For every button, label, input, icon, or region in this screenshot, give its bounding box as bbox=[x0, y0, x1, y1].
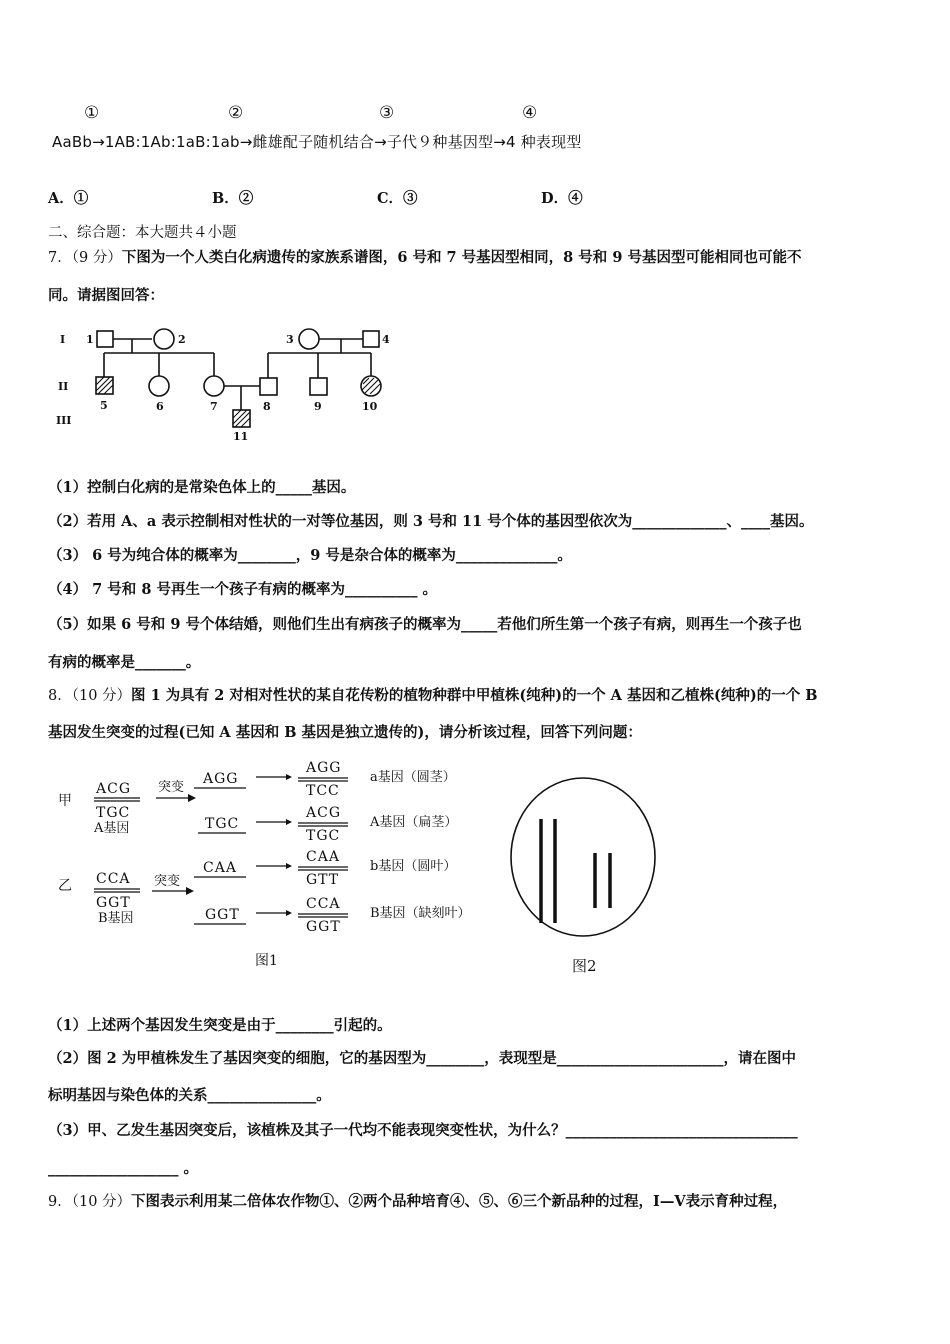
q7-sub3: （3） 6 号为纯合体的概率为________，9 号是杂合体的概率为______________。 bbox=[48, 547, 572, 564]
q9-stem-text: 下图表示利用某二倍体农作物①、②两个品种培育④、⑤、⑥三个新品种的过程，Ⅰ—Ⅴ表示育种过程， bbox=[131, 1193, 788, 1210]
id-6: 6 bbox=[156, 400, 164, 413]
r2-bottom: TGC bbox=[306, 828, 341, 844]
r2-single: TGC bbox=[205, 816, 240, 832]
r1-label: a基因（圆茎） bbox=[370, 770, 456, 785]
r2-label: A基因（扁茎） bbox=[370, 815, 458, 830]
q7-number: 7． bbox=[48, 250, 72, 266]
q7-sub4: （4） 7 号和 8 号再生一个孩子有病的概率为__________ 。 bbox=[48, 581, 438, 598]
b-gene-top: CCA bbox=[96, 871, 131, 887]
q8-stem-line2: 基因发生突变的过程(已知 A 基因和 B 基因是独立遗传的)，请分析该过程，回答下列问题： bbox=[48, 724, 642, 741]
r3-single: CAA bbox=[203, 860, 237, 876]
q7-sub2: （2）若用 A、a 表示控制相对性状的一对等位基因，则 3 号和 11 号个体的基因型依次为_____________、____基因。 bbox=[48, 513, 814, 530]
marker-2: ② bbox=[228, 103, 244, 123]
individual-9 bbox=[310, 378, 327, 395]
mutation-yi: 突变 bbox=[154, 874, 181, 889]
individual-2 bbox=[154, 329, 174, 349]
q7-score: （9 分） bbox=[71, 250, 122, 266]
individual-4 bbox=[363, 331, 379, 347]
id-11: 11 bbox=[233, 430, 249, 442]
q8-sub1: （1）上述两个基因发生突变是由于________引起的。 bbox=[48, 1017, 392, 1034]
figure-1-caption: 图1 bbox=[255, 953, 278, 969]
label-jia: 甲 bbox=[58, 793, 72, 809]
r4-bottom: GGT bbox=[306, 919, 341, 935]
individual-5 bbox=[96, 377, 113, 394]
individual-7 bbox=[204, 376, 224, 396]
a-gene-name: A基因 bbox=[94, 821, 130, 836]
figure-2 bbox=[505, 775, 665, 980]
q7-sub5-line2: 有病的概率是_______。 bbox=[48, 654, 201, 671]
b-gene-bottom: GGT bbox=[96, 895, 131, 911]
b-gene-name: B基因 bbox=[98, 911, 134, 926]
option-d: D．④ bbox=[541, 190, 583, 207]
id-5: 5 bbox=[100, 399, 108, 412]
q9-stem bbox=[48, 1190, 787, 1211]
q7-stem-line1 bbox=[48, 246, 801, 267]
r3-label: b基因（圆叶） bbox=[370, 859, 457, 874]
id-3: 3 bbox=[286, 333, 294, 346]
r1-single: AGG bbox=[203, 771, 239, 787]
q7-sub1: （1）控制白化病的是常染色体上的_____基因。 bbox=[48, 479, 356, 496]
id-1: 1 bbox=[86, 333, 94, 346]
q7-stem1: 下图为一个人类白化病遗传的家族系谱图，6 号和 7 号基因型相同，8 号和 9 号基因型可能相同也可能不 bbox=[121, 249, 802, 266]
q8-stem-line1 bbox=[48, 684, 818, 705]
individual-3 bbox=[299, 329, 319, 349]
id-9: 9 bbox=[314, 400, 322, 413]
individual-11 bbox=[233, 410, 250, 427]
id-8: 8 bbox=[263, 400, 271, 413]
individual-1 bbox=[97, 331, 113, 347]
marker-4: ④ bbox=[522, 103, 538, 123]
marker-1: ① bbox=[84, 103, 100, 123]
r2-top: ACG bbox=[306, 805, 342, 821]
q8-sub3-line2: __________________ 。 bbox=[48, 1160, 199, 1177]
r1-top: AGG bbox=[306, 760, 342, 776]
id-7: 7 bbox=[210, 400, 218, 413]
q8-sub2-line2: 标明基因与染色体的关系_______________。 bbox=[48, 1087, 331, 1104]
q7-sub5-line1: （5）如果 6 号和 9 号个体结婚，则他们生出有病孩子的概率为_____若他们所生第一个孩子有病，则再生一个孩子也 bbox=[48, 616, 802, 633]
option-a: A．① bbox=[48, 190, 89, 207]
mutation-jia: 突变 bbox=[158, 780, 185, 795]
q9-number: 9． bbox=[48, 1194, 72, 1210]
q8-score: （10 分） bbox=[71, 688, 132, 704]
a-gene-bottom: TGC bbox=[96, 805, 131, 821]
individual-8 bbox=[260, 378, 277, 395]
r4-top: CCA bbox=[306, 896, 341, 912]
q8-number: 8． bbox=[48, 688, 72, 704]
section-heading: 二、综合题：本大题共４小题 bbox=[48, 225, 237, 241]
option-b: B．② bbox=[212, 190, 254, 207]
id-10: 10 bbox=[362, 400, 378, 413]
flow-text: AaBb→1AB:1Ab:1aB:1ab→雌雄配子随机结合→子代９种基因型→4 种表现型 bbox=[52, 133, 582, 151]
gen-label-3: III bbox=[56, 414, 72, 427]
gen-label-2: II bbox=[58, 380, 69, 393]
cell-outline bbox=[511, 778, 655, 936]
figure-1 bbox=[48, 750, 508, 980]
option-c: C．③ bbox=[377, 190, 418, 207]
q8-stem1: 图 1 为具有 2 对相对性状的某自花传粉的植物种群中甲植株(纯种)的一个 A 基因和乙植株(纯种)的一个 B bbox=[131, 687, 818, 704]
figure-2-caption: 图2 bbox=[572, 957, 597, 975]
id-2: 2 bbox=[178, 333, 186, 346]
q8-sub2-line1: （2）图 2 为甲植株发生了基因突变的细胞，它的基因型为________，表现型是_______________________，请在图中 bbox=[48, 1050, 797, 1067]
r4-single: GGT bbox=[205, 907, 240, 923]
a-gene-top: ACG bbox=[96, 781, 132, 797]
gen-label-1: I bbox=[60, 333, 66, 346]
individual-6 bbox=[149, 376, 169, 396]
q7-stem-line2: 同。请据图回答： bbox=[48, 287, 164, 304]
q9-score: （10 分） bbox=[71, 1194, 132, 1210]
id-4: 4 bbox=[382, 333, 390, 346]
r4-label: B基因（缺刻叶） bbox=[370, 906, 471, 921]
r3-top: CAA bbox=[306, 849, 340, 865]
marker-3: ③ bbox=[379, 103, 395, 123]
q8-sub3-line1: （3）甲、乙发生基因突变后，该植株及其子一代均不能表现突变性状，为什么？________________________________ bbox=[48, 1122, 798, 1139]
r3-bottom: GTT bbox=[306, 872, 340, 888]
pedigree-figure bbox=[48, 322, 398, 442]
r1-bottom: TCC bbox=[306, 783, 340, 799]
label-yi: 乙 bbox=[58, 878, 72, 894]
